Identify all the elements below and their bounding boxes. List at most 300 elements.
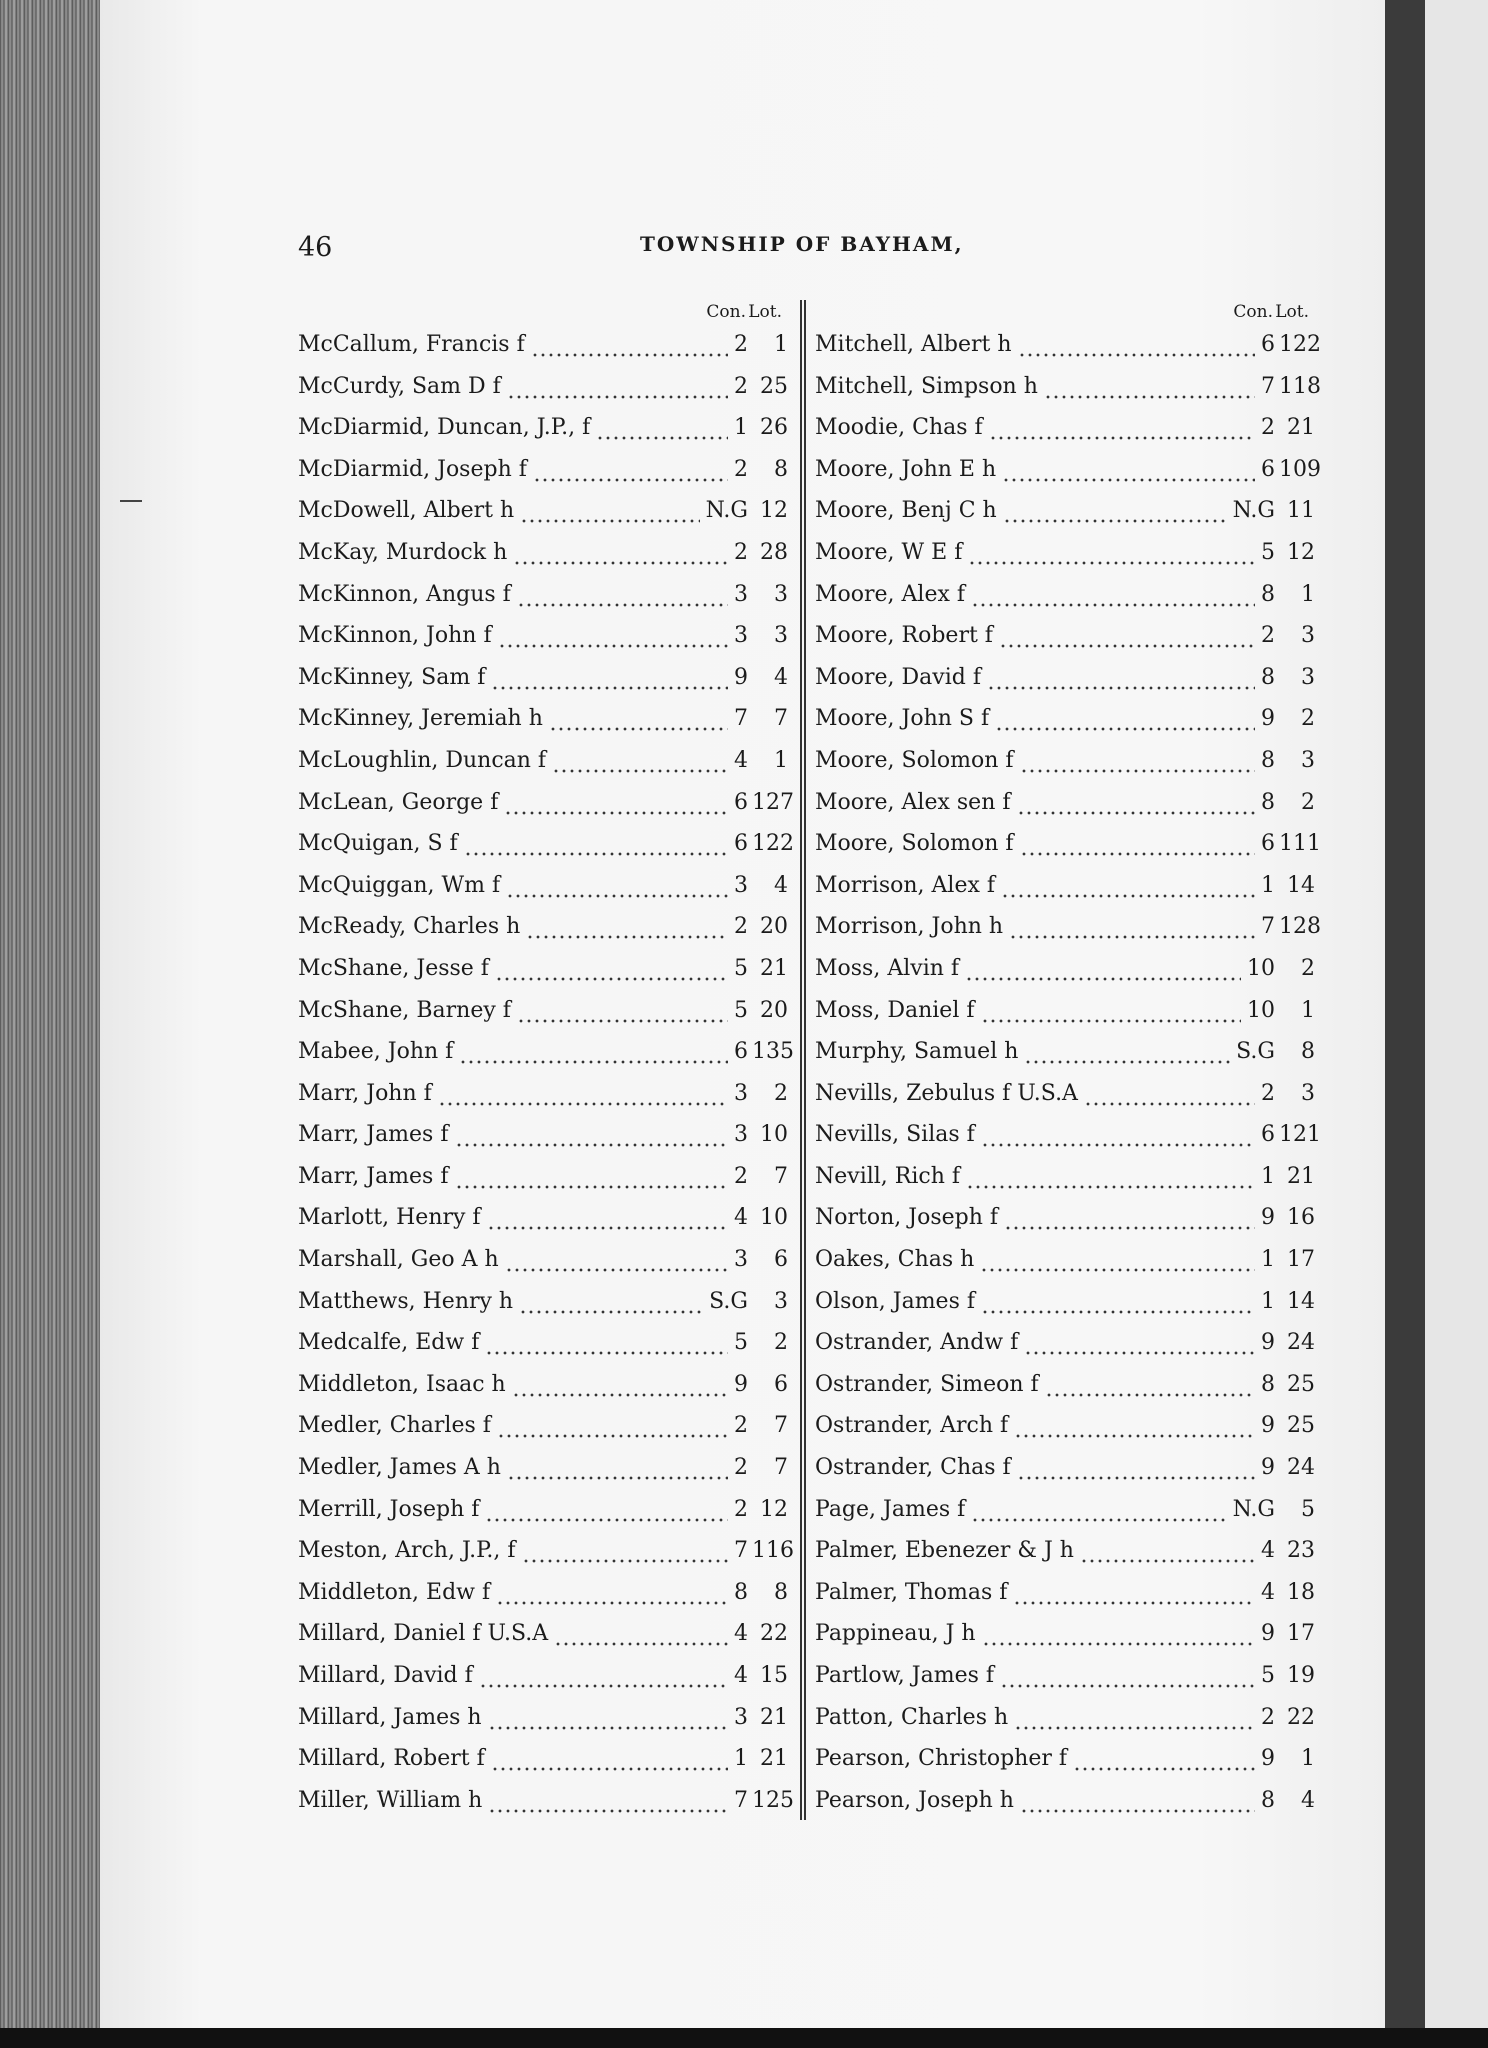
entry-row: [815, 1572, 1315, 1614]
entry-name: Moore, David f: [815, 664, 981, 690]
entry-name: Nevill, Rich f: [815, 1163, 961, 1189]
column-divider: [800, 300, 806, 1820]
entry-lot: 17: [1287, 1621, 1315, 1647]
leader-dots: [1024, 1031, 1230, 1073]
entry-name: Ostrander, Andw f: [815, 1330, 1019, 1356]
entry-concession: 6: [734, 1039, 748, 1065]
entry-concession: 6: [1261, 1122, 1275, 1148]
leader-dots: [526, 906, 728, 948]
entry-concession: 8: [1261, 747, 1275, 773]
leader-dots: [995, 698, 1255, 740]
leader-dots: [965, 948, 1241, 990]
entry-concession: 10: [1247, 955, 1275, 981]
entry-row: [298, 1031, 794, 1073]
entry-concession: 1: [1261, 872, 1275, 898]
entry-name: McDiarmid, Duncan, J.P., f: [298, 415, 591, 441]
entry-concession: 1: [734, 1746, 748, 1772]
entry-name: Moss, Daniel f: [815, 997, 975, 1023]
entry-concession: 5: [734, 955, 748, 981]
entry-lot: 20: [760, 914, 788, 940]
entry-name: McCurdy, Sam D f: [298, 373, 501, 399]
entry-row: [815, 823, 1321, 865]
leader-dots: [517, 574, 728, 616]
entry-lot: 7: [774, 1455, 788, 1481]
entry-name: Medcalfe, Edw f: [298, 1330, 480, 1356]
entry-concession: N.G: [1232, 498, 1275, 524]
entry-lot: 10: [760, 1122, 788, 1148]
entry-concession: 6: [1261, 831, 1275, 857]
entry-lot: 10: [760, 1205, 788, 1231]
entry-name: Pearson, Joseph h: [815, 1787, 1014, 1813]
entry-row: [815, 366, 1321, 408]
entry-row: [298, 1780, 794, 1822]
leader-dots: [1014, 1697, 1255, 1739]
entry-name: McKinnon, John f: [298, 623, 492, 649]
entry-concession: 2: [1261, 415, 1275, 441]
leader-dots: [1084, 1073, 1255, 1115]
entry-name: McShane, Jesse f: [298, 955, 489, 981]
entry-name: Patton, Charles h: [815, 1704, 1009, 1730]
entry-name: Ostrander, Arch f: [815, 1413, 1009, 1439]
leader-dots: [1045, 1364, 1255, 1406]
entry-row: [815, 1239, 1315, 1281]
entry-lot: 19: [1287, 1663, 1315, 1688]
entry-row: [815, 657, 1315, 699]
entry-name: Merrill, Joseph f: [298, 1496, 480, 1522]
entry-lot: 3: [1301, 1080, 1315, 1106]
leader-dots: [522, 1530, 728, 1572]
running-head: TOWNSHIP OF BAYHAM,: [640, 232, 964, 256]
entry-row: [298, 324, 788, 366]
leader-dots: [981, 990, 1241, 1032]
leader-dots: [506, 865, 728, 907]
entry-lot: 3: [1301, 623, 1315, 649]
entry-concession: 3: [734, 1247, 748, 1273]
entry-lot: 26: [760, 415, 788, 441]
leader-dots: [497, 1405, 728, 1447]
leader-dots: [513, 532, 728, 574]
entry-row: [815, 990, 1315, 1032]
leader-dots: [531, 324, 728, 366]
leader-dots: [596, 407, 728, 449]
entry-lot: 3: [774, 1288, 788, 1314]
entry-concession: 6: [1261, 332, 1275, 357]
entry-row: [815, 1364, 1315, 1406]
bottom-shadow: [0, 2028, 1488, 2048]
entry-concession: 3: [734, 1704, 748, 1730]
entry-concession: 4: [734, 1205, 748, 1231]
entry-lot: 6: [774, 1247, 788, 1273]
entry-row: [298, 1697, 788, 1739]
entry-lot: 7: [774, 706, 788, 732]
leader-dots: [1020, 740, 1255, 782]
entry-name: Morrison, John h: [815, 914, 1004, 940]
entry-row: [815, 906, 1321, 948]
entry-row: [815, 407, 1315, 449]
entry-concession: 9: [1261, 1746, 1275, 1772]
entry-name: McLoughlin, Duncan f: [298, 747, 547, 773]
entry-concession: 2: [734, 456, 748, 482]
entry-name: Marr, James f: [298, 1122, 449, 1148]
entry-lot: 21: [760, 1704, 788, 1730]
entry-concession: 2: [734, 914, 748, 940]
entry-name: Meston, Arch, J.P., f: [298, 1538, 516, 1564]
entry-concession: 2: [734, 1163, 748, 1189]
entry-row: [815, 740, 1315, 782]
entry-row: [815, 532, 1315, 574]
entry-row: [815, 865, 1315, 907]
con-header: Con.: [1233, 302, 1273, 322]
entry-row: [815, 574, 1315, 616]
entry-lot: 18: [1287, 1579, 1315, 1605]
entry-row: [298, 532, 788, 574]
entry-row: [815, 449, 1321, 491]
entry-concession: 4: [734, 1663, 748, 1688]
entry-row: [815, 1281, 1315, 1323]
leader-dots: [968, 532, 1255, 574]
entry-lot: 2: [1301, 789, 1315, 815]
entry-concession: 1: [1261, 1288, 1275, 1314]
entry-concession: 7: [734, 706, 748, 732]
entry-concession: 7: [734, 1787, 748, 1813]
leader-dots: [980, 1239, 1255, 1281]
entry-concession: 3: [734, 623, 748, 649]
entry-row: [298, 657, 788, 699]
entry-name: McDiarmid, Joseph f: [298, 456, 527, 482]
entry-name: Marr, John f: [298, 1080, 432, 1106]
leader-dots: [491, 657, 728, 699]
entry-name: McKay, Murdock h: [298, 539, 508, 565]
entry-row: [298, 1613, 788, 1655]
entry-concession: 5: [734, 997, 748, 1023]
entry-concession: S.G: [1236, 1039, 1275, 1065]
right-entry-list: [815, 324, 1321, 1821]
entry-name: Moore, W E f: [815, 539, 963, 565]
entry-row: [298, 615, 788, 657]
leader-dots: [464, 823, 728, 865]
entry-name: McCallum, Francis f: [298, 332, 525, 357]
entry-name: Middleton, Edw f: [298, 1579, 491, 1605]
entry-lot: 1: [1301, 1746, 1315, 1772]
entry-row: [815, 1655, 1315, 1697]
leader-dots: [491, 1738, 728, 1780]
lot-header: Lot.: [1275, 302, 1309, 322]
entry-concession: 9: [1261, 706, 1275, 732]
entry-concession: 2: [1261, 623, 1275, 649]
entry-name: Moore, Benj C h: [815, 498, 997, 524]
leader-dots: [512, 1364, 728, 1406]
entry-row: [815, 1156, 1315, 1198]
entry-row: [815, 1114, 1321, 1156]
entry-row: [298, 574, 788, 616]
entry-lot: 22: [760, 1621, 788, 1647]
entry-lot: 8: [1301, 1039, 1315, 1065]
entry-concession: 2: [734, 1496, 748, 1522]
leader-dots: [519, 1281, 703, 1323]
entry-name: Pearson, Christopher f: [815, 1746, 1068, 1772]
entry-row: [298, 990, 788, 1032]
entry-name: Moore, John S f: [815, 706, 990, 732]
entry-concession: 9: [734, 664, 748, 690]
leader-dots: [459, 1031, 728, 1073]
entry-lot: 8: [774, 1579, 788, 1605]
entry-row: [815, 1447, 1315, 1489]
entry-lot: 122: [752, 831, 794, 857]
entry-lot: 21: [760, 955, 788, 981]
entry-row: [298, 407, 788, 449]
entry-concession: 8: [1261, 789, 1275, 815]
entry-row: [815, 948, 1315, 990]
leader-dots: [1018, 324, 1255, 366]
entry-row: [815, 1697, 1315, 1739]
entry-concession: 10: [1247, 997, 1275, 1023]
margin-mark: [120, 500, 142, 502]
entry-concession: 9: [1261, 1330, 1275, 1356]
leader-dots: [498, 615, 728, 657]
entry-name: Nevills, Silas f: [815, 1122, 975, 1148]
entry-lot: 25: [760, 373, 788, 399]
entry-lot: 21: [1287, 1163, 1315, 1189]
leader-dots: [485, 1322, 728, 1364]
entry-concession: 3: [734, 1080, 748, 1106]
facing-page-edge: [1425, 0, 1488, 2048]
entry-name: Matthews, Henry h: [298, 1288, 514, 1314]
entry-name: Moore, Robert f: [815, 623, 993, 649]
entry-lot: 23: [1287, 1538, 1315, 1564]
entry-row: [815, 782, 1315, 824]
entry-name: Moore, John E h: [815, 456, 997, 482]
entry-lot: 5: [1301, 1496, 1315, 1522]
entry-row: [298, 698, 788, 740]
entry-name: Moore, Alex sen f: [815, 789, 1011, 815]
entry-concession: S.G: [709, 1288, 748, 1314]
entry-row: [298, 1322, 788, 1364]
leader-dots: [1002, 449, 1255, 491]
leader-dots: [981, 1281, 1255, 1323]
page-number: 46: [298, 232, 333, 263]
left-column: [298, 296, 794, 1821]
book-binding: [1385, 0, 1425, 2048]
entry-row: [298, 1572, 788, 1614]
entry-concession: 9: [1261, 1205, 1275, 1231]
entry-row: [815, 1738, 1315, 1780]
entry-row: [298, 366, 788, 408]
entry-concession: 1: [1261, 1163, 1275, 1189]
entry-lot: 2: [1301, 955, 1315, 981]
entry-concession: 9: [1261, 1621, 1275, 1647]
leader-dots: [1014, 1405, 1255, 1447]
entry-lot: 11: [1287, 498, 1315, 524]
entry-name: Medler, James A h: [298, 1455, 501, 1481]
entry-concession: 3: [734, 581, 748, 607]
entry-name: Moss, Alvin f: [815, 955, 960, 981]
entry-row: [298, 490, 788, 532]
leader-dots: [488, 1697, 728, 1739]
leader-dots: [552, 740, 728, 782]
entry-lot: 8: [774, 456, 788, 482]
entry-lot: 111: [1279, 831, 1321, 857]
leader-dots: [495, 948, 728, 990]
entry-name: McReady, Charles h: [298, 914, 521, 940]
entry-name: McLean, George f: [298, 789, 499, 815]
entry-lot: 128: [1279, 914, 1321, 940]
leader-dots: [554, 1613, 728, 1655]
entry-row: [815, 1031, 1315, 1073]
entry-concession: 2: [734, 373, 748, 399]
entry-row: [298, 823, 794, 865]
entry-name: Oakes, Chas h: [815, 1247, 975, 1273]
leader-dots: [971, 574, 1255, 616]
entry-row: [815, 1489, 1315, 1531]
lot-header: Lot.: [748, 302, 782, 322]
entry-name: McQuiggan, Wm f: [298, 872, 501, 898]
leader-dots: [496, 1572, 728, 1614]
leader-dots: [455, 1114, 728, 1156]
leader-dots: [971, 1489, 1227, 1531]
entry-name: McKinnon, Angus f: [298, 581, 511, 607]
entry-name: McQuigan, S f: [298, 831, 458, 857]
entry-name: Moore, Solomon f: [815, 747, 1014, 773]
entry-concession: 8: [1261, 581, 1275, 607]
entry-row: [298, 1114, 788, 1156]
entry-row: [815, 1530, 1315, 1572]
entry-concession: 4: [1261, 1579, 1275, 1605]
entry-lot: 3: [774, 581, 788, 607]
entry-lot: 12: [1287, 539, 1315, 565]
entry-name: Millard, Daniel f U.S.A: [298, 1621, 549, 1647]
entry-row: [298, 1073, 788, 1115]
leader-dots: [1044, 366, 1255, 408]
entry-row: [815, 1073, 1315, 1115]
entry-lot: 135: [752, 1039, 794, 1065]
entry-name: Olson, James f: [815, 1288, 976, 1314]
leader-dots: [982, 1613, 1255, 1655]
entry-lot: 24: [1287, 1455, 1315, 1481]
entry-concession: 8: [1261, 1787, 1275, 1813]
leader-dots: [1020, 1780, 1255, 1822]
entry-lot: 125: [752, 1787, 794, 1813]
entry-lot: 2: [774, 1330, 788, 1356]
entry-row: [298, 1197, 788, 1239]
entry-concession: 2: [734, 1413, 748, 1439]
entry-concession: 2: [1261, 1080, 1275, 1106]
entry-name: Middleton, Isaac h: [298, 1371, 506, 1397]
entry-row: [815, 615, 1315, 657]
right-column: [815, 296, 1321, 1821]
entry-lot: 24: [1287, 1330, 1315, 1356]
entry-lot: 1: [774, 747, 788, 773]
leader-dots: [989, 407, 1255, 449]
entry-concession: 6: [734, 831, 748, 857]
entry-concession: 2: [734, 539, 748, 565]
entry-name: McShane, Barney f: [298, 997, 511, 1023]
entry-lot: 109: [1279, 456, 1321, 482]
book-page-edges: [0, 0, 105, 2048]
leader-dots: [981, 1114, 1255, 1156]
entry-concession: 3: [734, 1122, 748, 1148]
entry-name: Partlow, James f: [815, 1663, 995, 1688]
entry-concession: 8: [1261, 664, 1275, 690]
entry-name: Marr, James f: [298, 1163, 449, 1189]
entry-name: Moore, Alex f: [815, 581, 966, 607]
entry-concession: 2: [734, 1455, 748, 1481]
entry-row: [298, 865, 788, 907]
entry-name: Norton, Joseph f: [815, 1205, 999, 1231]
entry-lot: 127: [752, 789, 794, 815]
entry-row: [298, 740, 788, 782]
entry-row: [298, 782, 794, 824]
entry-concession: 9: [1261, 1455, 1275, 1481]
entry-concession: 6: [734, 789, 748, 815]
entry-lot: 1: [1301, 997, 1315, 1023]
entry-concession: 3: [734, 872, 748, 898]
entry-concession: 1: [734, 415, 748, 441]
leader-dots: [1013, 1572, 1255, 1614]
entry-lot: 1: [774, 332, 788, 357]
entry-concession: 2: [734, 332, 748, 357]
entry-name: Page, James f: [815, 1496, 966, 1522]
entry-concession: 8: [1261, 1371, 1275, 1397]
entry-name: Moore, Solomon f: [815, 831, 1014, 857]
entry-lot: 22: [1287, 1704, 1315, 1730]
entry-row: [298, 948, 788, 990]
entry-concession: 5: [734, 1330, 748, 1356]
entry-name: Mabee, John f: [298, 1039, 454, 1065]
entry-concession: 5: [1261, 1663, 1275, 1688]
entry-row: [298, 1489, 788, 1531]
entry-lot: 25: [1287, 1371, 1315, 1397]
entry-concession: 4: [1261, 1538, 1275, 1564]
entry-name: Millard, David f: [298, 1663, 473, 1688]
leader-dots: [455, 1156, 728, 1198]
leader-dots: [507, 366, 728, 408]
entry-name: McKinney, Sam f: [298, 664, 486, 690]
right-column-header: [815, 296, 1315, 324]
leader-dots: [1073, 1738, 1255, 1780]
entry-row: [815, 698, 1315, 740]
entry-lot: 15: [760, 1663, 788, 1688]
entry-lot: 7: [774, 1413, 788, 1439]
leader-dots: [1017, 782, 1255, 824]
entry-row: [298, 1447, 788, 1489]
entry-lot: 116: [752, 1538, 794, 1564]
entry-concession: 8: [734, 1579, 748, 1605]
entry-lot: 12: [760, 498, 788, 524]
leader-dots: [488, 1780, 728, 1822]
leader-dots: [1017, 1447, 1255, 1489]
entry-lot: 14: [1287, 872, 1315, 898]
entry-row: [815, 490, 1315, 532]
entry-row: [298, 1738, 788, 1780]
entry-name: Palmer, Ebenezer & J h: [815, 1538, 1074, 1564]
entry-lot: 121: [1279, 1122, 1321, 1148]
left-entry-list: [298, 324, 794, 1821]
entry-name: Ostrander, Simeon f: [815, 1371, 1039, 1397]
leader-dots: [520, 490, 700, 532]
entry-row: [298, 1364, 788, 1406]
entry-lot: 25: [1287, 1413, 1315, 1439]
leader-dots: [533, 449, 728, 491]
leader-dots: [438, 1073, 728, 1115]
entry-name: Marshall, Geo A h: [298, 1247, 499, 1273]
entry-name: Millard, James h: [298, 1704, 482, 1730]
entry-row: [298, 1405, 788, 1447]
leader-dots: [517, 990, 728, 1032]
entry-row: [815, 1197, 1315, 1239]
entry-lot: 4: [774, 664, 788, 690]
entry-lot: 1: [1301, 581, 1315, 607]
entry-concession: N.G: [1232, 1496, 1275, 1522]
